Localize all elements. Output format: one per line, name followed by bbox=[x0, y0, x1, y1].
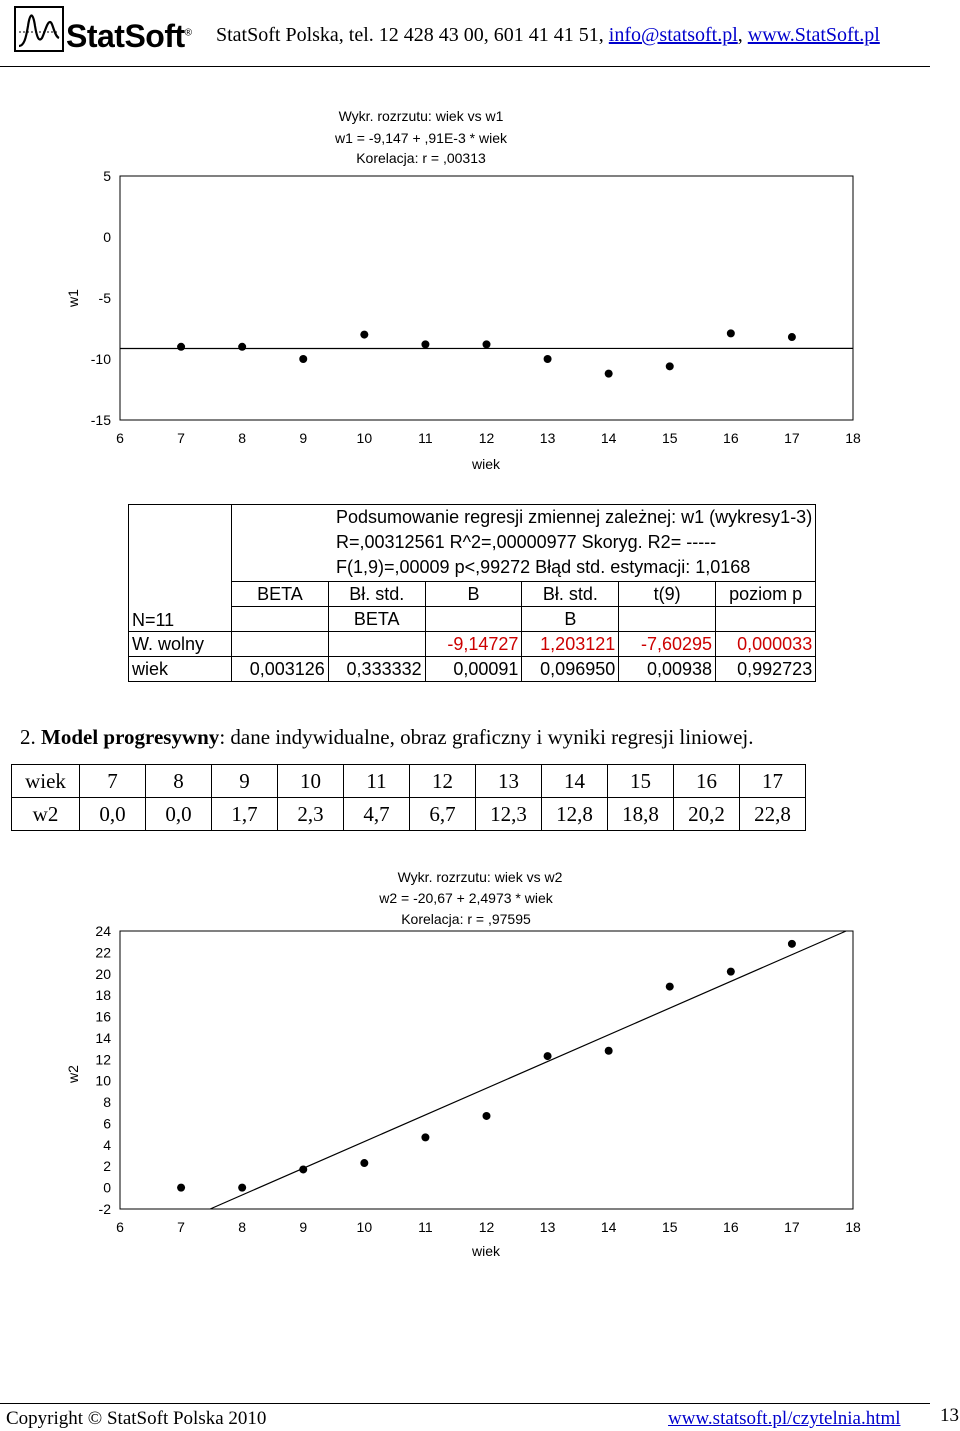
data-point bbox=[544, 1052, 552, 1060]
col-header-bl-std-b: Bł. std. bbox=[522, 582, 619, 607]
chart1-title-1: Wykr. rozrzutu: wiek vs w1 bbox=[338, 108, 504, 124]
data-point bbox=[421, 1133, 429, 1141]
x-tick-label: 9 bbox=[299, 430, 308, 446]
table-row bbox=[12, 798, 806, 831]
data-point bbox=[360, 331, 368, 339]
w2-data-table bbox=[11, 764, 806, 831]
data-point bbox=[666, 983, 674, 991]
chart2-title-3: Korelacja: r = ,97595 bbox=[401, 911, 531, 927]
col-header-t: t(9) bbox=[619, 582, 716, 607]
scatter-chart-w1 bbox=[0, 0, 960, 490]
table-cell: 18,8 bbox=[608, 798, 674, 831]
table-cell: 0,0 bbox=[80, 798, 146, 831]
contact-phones: StatSoft Polska, tel. 12 428 43 00, 601 41 41 51, bbox=[216, 24, 609, 46]
regression-summary: Podsumowanie regresji zmiennej zależnej: w1 (wykresy1-3) R=,00312561 R^2=,00000977 Skoryg. R2= ----- F(1,9)=,00009 p<,99272 Błąd std. estymacji: 1,0168 bbox=[232, 505, 816, 582]
data-point bbox=[727, 329, 735, 337]
regression-summary-table: Podsumowanie regresji zmiennej zależnej: w1 (wykresy1-3) R=,00312561 R^2=,00000977 Skoryg. R2= ----- F(1,9)=,00009 p<,99272 Błąd std. estymacji: 1,0168 N=11 BETA Bł. std. B Bł. std. t(9) poziom p BETA B W. wolny -9,14727 1,203121 -7,60295 0,000033 wiek 0,003126 0,333332 0,00091 0,096950 0,00938 0,992723 bbox=[128, 504, 816, 682]
email-link[interactable]: info@statsoft.pl bbox=[608, 24, 738, 46]
regression-line bbox=[210, 931, 846, 1209]
table-cell: 11 bbox=[344, 765, 410, 798]
data-point bbox=[605, 370, 613, 378]
n-label: N=11 bbox=[129, 582, 232, 632]
table-cell: 4,7 bbox=[344, 798, 410, 831]
x-tick-label: 8 bbox=[238, 430, 247, 446]
table-cell: 9 bbox=[212, 765, 278, 798]
col-header-beta: BETA bbox=[232, 582, 329, 607]
table-cell: 17 bbox=[740, 765, 806, 798]
table-cell: 13 bbox=[476, 765, 542, 798]
x-tick-label: 11 bbox=[418, 430, 433, 446]
table-cell: 1,7 bbox=[212, 798, 278, 831]
x-tick-label: 15 bbox=[661, 430, 678, 446]
y-tick-label: 12 bbox=[95, 1051, 111, 1068]
row-header-cell: w2 bbox=[12, 798, 80, 831]
x-tick-label: 11 bbox=[418, 1219, 433, 1235]
row-label: wiek bbox=[129, 657, 232, 682]
x-tick-label: 14 bbox=[600, 1219, 617, 1235]
data-point bbox=[238, 1184, 246, 1192]
table-row: W. wolny -9,14727 1,203121 -7,60295 0,000033 bbox=[129, 632, 816, 657]
y-tick-label: 24 bbox=[95, 923, 111, 939]
table-cell: 7 bbox=[80, 765, 146, 798]
table-row bbox=[12, 765, 806, 798]
col-header-p: poziom p bbox=[716, 582, 816, 607]
x-tick-label: 9 bbox=[299, 1219, 308, 1235]
table-cell: 0,0 bbox=[146, 798, 212, 831]
y-tick-label: 14 bbox=[95, 1029, 111, 1046]
section-heading: 2. Model progresywny: dane indywidualne, obraz graficzny i wyniki regresji liniowej. bbox=[20, 725, 754, 749]
y-tick-label: 18 bbox=[95, 987, 111, 1004]
table-cell: 2,3 bbox=[278, 798, 344, 831]
y-tick-label: 0 bbox=[103, 229, 111, 245]
data-point bbox=[483, 340, 491, 348]
header-contact: StatSoft Polska, tel. 12 428 43 00, 601 41 41 51, info@statsoft.pl, www.StatSoft.pl bbox=[216, 24, 880, 46]
table-cell: 12 bbox=[410, 765, 476, 798]
y-tick-label: 5 bbox=[103, 168, 111, 184]
chart1-title-3: Korelacja: r = ,00313 bbox=[356, 150, 486, 166]
data-point bbox=[788, 333, 796, 341]
data-point bbox=[360, 1159, 368, 1167]
col-header-bl-std-beta: Bł. std. bbox=[328, 582, 425, 607]
y-tick-label: 0 bbox=[103, 1179, 111, 1196]
data-point bbox=[666, 362, 674, 370]
x-tick-label: 10 bbox=[356, 430, 373, 446]
statsoft-logo-text: StatSoft® bbox=[66, 18, 192, 54]
data-point bbox=[483, 1112, 491, 1120]
chart1-title-2: w1 = -9,147 + ,91E-3 * wiek bbox=[335, 130, 507, 146]
chart2-plot-area bbox=[120, 931, 853, 1209]
x-tick-label: 17 bbox=[784, 1219, 800, 1235]
chart2-ylabel: w2 bbox=[65, 1065, 81, 1083]
x-tick-label: 16 bbox=[723, 1219, 739, 1235]
y-tick-label: -15 bbox=[90, 412, 111, 428]
data-point bbox=[177, 1184, 185, 1192]
y-tick-label: 22 bbox=[95, 944, 111, 961]
table-cell: 10 bbox=[278, 765, 344, 798]
x-tick-label: 17 bbox=[784, 430, 800, 446]
table-cell: 15 bbox=[608, 765, 674, 798]
x-tick-label: 12 bbox=[478, 1219, 495, 1235]
x-tick-label: 10 bbox=[356, 1219, 373, 1235]
chart2-xlabel: wiek bbox=[471, 1243, 501, 1259]
table-cell: 6,7 bbox=[410, 798, 476, 831]
data-point bbox=[238, 343, 246, 351]
data-point bbox=[421, 340, 429, 348]
x-tick-label: 13 bbox=[539, 430, 556, 446]
x-tick-label: 6 bbox=[116, 430, 124, 446]
data-point bbox=[544, 355, 552, 363]
x-tick-label: 15 bbox=[661, 1219, 678, 1235]
scatter-chart-w2 bbox=[0, 860, 960, 1280]
table-cell: 14 bbox=[542, 765, 608, 798]
chart2-title-2: w2 = -20,67 + 2,4973 * wiek bbox=[379, 890, 553, 906]
x-tick-label: 14 bbox=[600, 430, 617, 446]
table-row: wiek 0,003126 0,333332 0,00091 0,096950 0,00938 0,992723 bbox=[129, 657, 816, 682]
footer-copyright: Copyright © StatSoft Polska 2010 bbox=[6, 1408, 267, 1429]
footer-link[interactable]: www.statsoft.pl/czytelnia.html bbox=[668, 1408, 901, 1429]
x-tick-label: 12 bbox=[478, 430, 495, 446]
y-tick-label: 2 bbox=[103, 1158, 111, 1175]
data-point bbox=[299, 355, 307, 363]
table-cell: 22,8 bbox=[740, 798, 806, 831]
x-tick-label: 7 bbox=[177, 1219, 185, 1235]
y-tick-label: 4 bbox=[103, 1136, 111, 1153]
x-tick-label: 18 bbox=[845, 430, 861, 446]
row-header-cell: wiek bbox=[12, 765, 80, 798]
y-tick-label: 16 bbox=[95, 1008, 111, 1025]
y-tick-label: 6 bbox=[103, 1115, 111, 1132]
table-cell: 20,2 bbox=[674, 798, 740, 831]
y-tick-label: -10 bbox=[90, 351, 111, 367]
data-point bbox=[605, 1047, 613, 1055]
page-number: 13 bbox=[940, 1405, 959, 1426]
y-tick-label: -5 bbox=[98, 290, 111, 306]
data-point bbox=[788, 940, 796, 948]
chart1-ylabel: w1 bbox=[65, 289, 81, 307]
table-cell: 16 bbox=[674, 765, 740, 798]
website-link[interactable]: www.StatSoft.pl bbox=[747, 24, 880, 46]
y-tick-label: 10 bbox=[95, 1072, 111, 1089]
data-point bbox=[727, 968, 735, 976]
chart2-title-1: Wykr. rozrzutu: wiek vs w2 bbox=[397, 869, 563, 885]
x-tick-label: 18 bbox=[845, 1219, 861, 1235]
table-cell: 8 bbox=[146, 765, 212, 798]
y-tick-label: 20 bbox=[95, 965, 111, 982]
y-tick-label: -2 bbox=[98, 1201, 111, 1217]
chart1-xlabel: wiek bbox=[471, 456, 501, 472]
col-header-b: B bbox=[425, 582, 522, 607]
chart1-plot-area bbox=[120, 176, 853, 420]
row-label: W. wolny bbox=[129, 632, 232, 657]
x-tick-label: 7 bbox=[177, 430, 185, 446]
data-point bbox=[177, 343, 185, 351]
y-tick-label: 8 bbox=[103, 1094, 111, 1111]
x-tick-label: 16 bbox=[723, 430, 739, 446]
table-cell: 12,3 bbox=[476, 798, 542, 831]
x-tick-label: 8 bbox=[238, 1219, 247, 1235]
footer-divider bbox=[0, 1403, 930, 1404]
table-cell: 12,8 bbox=[542, 798, 608, 831]
x-tick-label: 6 bbox=[116, 1219, 124, 1235]
x-tick-label: 13 bbox=[539, 1219, 556, 1235]
